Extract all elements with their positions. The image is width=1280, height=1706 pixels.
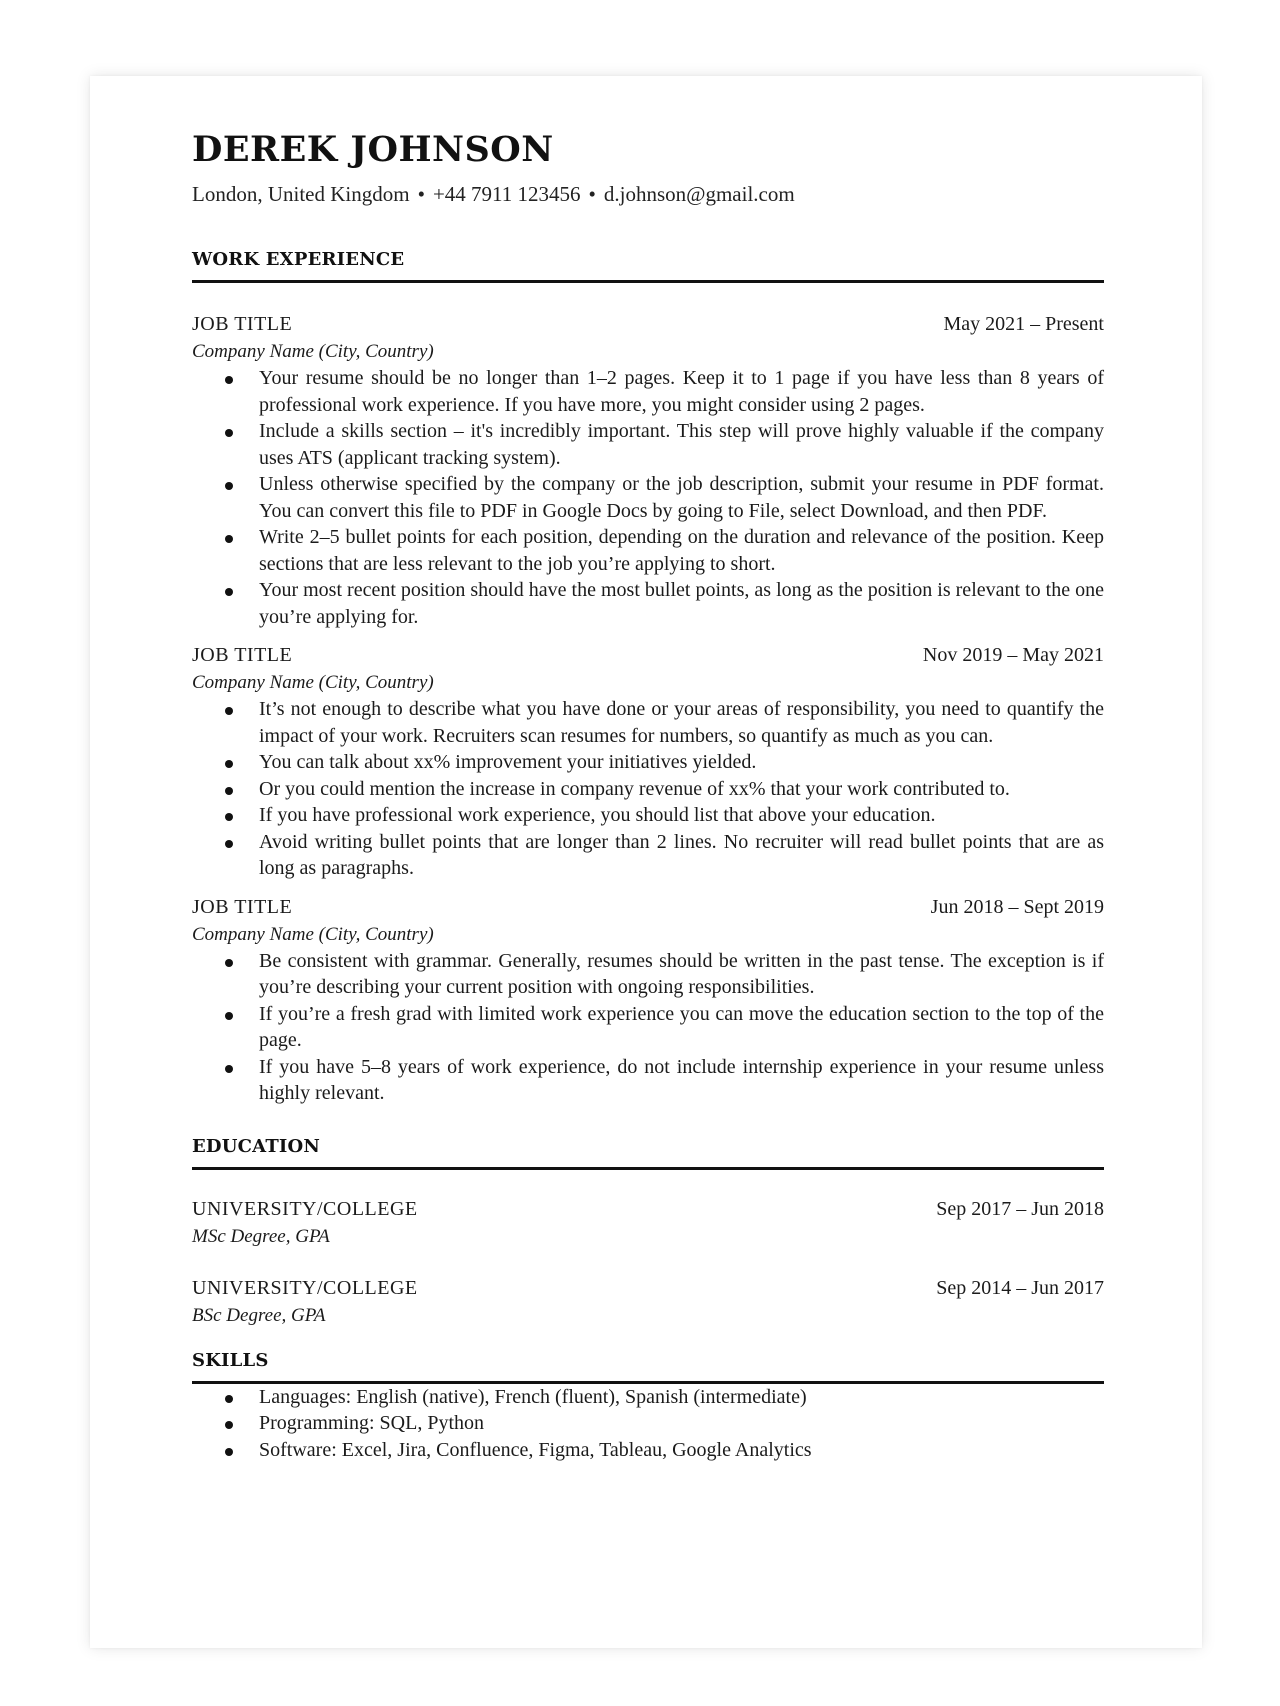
bullet-item — [259, 577, 1104, 630]
bullet-dot-icon — [225, 482, 233, 490]
bullet-dot-icon — [225, 707, 233, 715]
bullet-dot-icon — [225, 1012, 233, 1020]
education-list — [192, 1196, 1104, 1329]
bullet-text: You can talk about xx% improvement your initiatives yielded. — [259, 751, 757, 773]
bullet-text: Or you could mention the increase in company revenue of xx% that your work contributed to. — [259, 777, 1010, 800]
bullet-text: Your most recent position should have the most bullet points, as long as the position is relevant to the one you’re applying for. — [259, 579, 1104, 628]
bullet-dot-icon — [225, 429, 233, 437]
bullet-item — [259, 1001, 1104, 1054]
company-name: Company Name (City, Country) — [192, 341, 434, 362]
bullet-item — [259, 829, 1104, 882]
bullet-dot-icon — [225, 760, 233, 768]
bullet-item — [259, 696, 1104, 749]
bullet-text: Include a skills section – it's incredibly important. This step will prove highly valuable if the company uses ATS (applicant tracking system). — [259, 420, 1104, 469]
degree: BSc Degree, GPA — [192, 1304, 326, 1326]
bullet-dot-icon — [225, 787, 233, 795]
skills-heading: SKILLS — [192, 1349, 1104, 1384]
education-entry — [192, 1196, 1104, 1250]
degree: MSc Degree, GPA — [192, 1225, 330, 1247]
job-header — [192, 311, 1104, 338]
bullet-text: If you have professional work experience, you should list that above your education. — [259, 804, 936, 826]
candidate-name: DEREK JOHNSON — [192, 129, 554, 170]
skill-text: Languages: English (native), French (fluent), Spanish (intermediate) — [259, 1385, 807, 1408]
job-bullets — [192, 365, 1104, 630]
company-name: Company Name (City, Country) — [192, 923, 434, 945]
email-address: d.johnson@gmail.com — [603, 182, 795, 206]
bullet-text: It’s not enough to describe what you have done or your areas of responsibility, you need to quantify the impact of your work. Recruiters scan resumes for numbers, so quantify as much as you can. — [259, 698, 1104, 747]
company-name: Company Name (City, Country) — [192, 672, 434, 693]
bullet-item — [259, 418, 1104, 471]
job-dates: Nov 2019 – May 2021 — [922, 644, 1104, 666]
education-dates: Sep 2014 – Jun 2017 — [936, 1276, 1104, 1299]
job-header — [192, 894, 1104, 921]
education-entry — [192, 1275, 1104, 1329]
work-experience-list — [192, 311, 1104, 1107]
job-title: JOB TITLE — [192, 313, 293, 335]
bullet-dot-icon — [225, 813, 233, 821]
bullet-dot-icon — [225, 1065, 233, 1073]
skill-text: Programming: SQL, Python — [259, 1412, 485, 1434]
bullet-item — [259, 948, 1104, 1001]
contact-line — [192, 180, 1104, 208]
bullet-item — [259, 1054, 1104, 1107]
education-heading: EDUCATION — [192, 1135, 1104, 1170]
bullet-text: Write 2–5 bullet points for each position, depending on the duration and relevance of the position. Keep sections that are less relevant to the job you’re applying to short. — [259, 526, 1104, 575]
job-entry — [192, 642, 1104, 882]
education-header — [192, 1196, 1104, 1223]
bullet-text: Unless otherwise specified by the company or the job description, submit your resume in PDF format. You can convert this file to PDF in Google Docs by going to File, select Download, and then PDF. — [259, 473, 1104, 522]
bullet-text: Be consistent with grammar. Generally, resumes should be written in the past tense. The exception is if you’re describing your current position with ongoing responsibilities. — [259, 949, 1104, 998]
resume-content — [192, 128, 1104, 1463]
education-dates: Sep 2017 – Jun 2018 — [936, 1197, 1104, 1220]
bullet-dot-icon — [225, 1395, 233, 1403]
bullet-item — [259, 802, 1104, 829]
skill-item — [259, 1384, 1104, 1411]
location: London, United Kingdom — [192, 182, 410, 206]
contact-separator: • — [588, 182, 596, 206]
school-name: UNIVERSITY/COLLEGE — [192, 1276, 418, 1299]
job-bullets — [192, 696, 1104, 882]
bullet-item — [259, 471, 1104, 524]
job-header — [192, 642, 1104, 669]
bullet-text: If you’re a fresh grad with limited work experience you can move the education section to the top of the page. — [259, 1002, 1104, 1051]
job-bullets — [192, 948, 1104, 1107]
bullet-dot-icon — [225, 1421, 233, 1429]
bullet-dot-icon — [225, 535, 233, 543]
bullet-dot-icon — [225, 840, 233, 848]
phone-number: +44 7911 123456 — [432, 182, 581, 206]
bullet-dot-icon — [225, 1448, 233, 1456]
school-name: UNIVERSITY/COLLEGE — [192, 1197, 418, 1220]
resume-page — [90, 76, 1202, 1648]
job-entry — [192, 311, 1104, 630]
job-dates: Jun 2018 – Sept 2019 — [930, 895, 1104, 918]
bullet-item — [259, 749, 1104, 776]
skill-item — [259, 1437, 1104, 1464]
work-experience-heading: WORK EXPERIENCE — [192, 248, 1104, 283]
job-title: JOB TITLE — [192, 895, 293, 918]
bullet-text: If you have 5–8 years of work experience, do not include internship experience in your resume unless highly relevant. — [259, 1055, 1104, 1104]
bullet-item — [259, 776, 1104, 803]
bullet-dot-icon — [225, 376, 233, 384]
bullet-dot-icon — [225, 588, 233, 596]
job-dates: May 2021 – Present — [943, 313, 1104, 335]
bullet-item — [259, 524, 1104, 577]
skills-list — [192, 1384, 1104, 1464]
job-title: JOB TITLE — [192, 644, 293, 666]
bullet-text: Your resume should be no longer than 1–2 pages. Keep it to 1 page if you have less than 8 years of professional work experience. If you have more, you might consider using 2 pages. — [259, 367, 1104, 416]
skill-item — [259, 1410, 1104, 1437]
job-entry — [192, 894, 1104, 1107]
contact-separator: • — [417, 182, 425, 206]
bullet-dot-icon — [225, 959, 233, 967]
bullet-item — [259, 365, 1104, 418]
skill-text: Software: Excel, Jira, Confluence, Figma, Tableau, Google Analytics — [259, 1438, 812, 1461]
bullet-text: Avoid writing bullet points that are longer than 2 lines. No recruiter will read bullet points that are as long as paragraphs. — [259, 830, 1104, 879]
education-header — [192, 1275, 1104, 1302]
